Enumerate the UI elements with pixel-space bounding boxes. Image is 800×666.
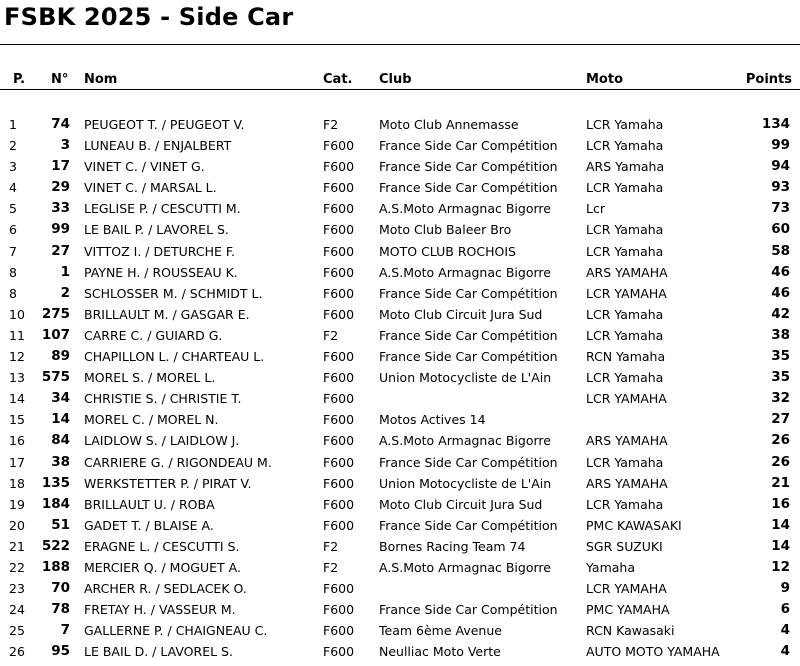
table-row (0, 304, 800, 325)
club-cell: Neulliac Moto Verte (379, 644, 501, 660)
table-row (0, 578, 800, 599)
category-cell: F600 (323, 581, 355, 597)
position-cell: 5 (9, 201, 17, 217)
name-cell: CARRE C. / GUIARD G. (84, 327, 223, 343)
category-cell: F600 (323, 412, 355, 428)
category-cell: F600 (323, 517, 355, 533)
position-cell: 26 (9, 644, 25, 660)
position-cell: 1 (9, 117, 17, 132)
position-cell: 13 (9, 370, 25, 386)
moto-cell: RCN Yamaha (586, 349, 666, 365)
category-cell: F600 (323, 201, 355, 217)
table-row (0, 452, 800, 473)
position-cell: 8 (9, 264, 17, 280)
points-cell: 26 (771, 453, 790, 470)
moto-cell: ARS YAMAHA (586, 433, 668, 449)
points-cell: 73 (771, 200, 790, 217)
table-row (0, 620, 800, 641)
number-cell: 17 (51, 158, 70, 175)
number-cell: 27 (51, 242, 70, 259)
club-cell: France Side Car Compétition (379, 180, 558, 196)
moto-cell: LCR Yamaha (586, 117, 664, 132)
header-number: N° (51, 72, 69, 87)
club-cell: Union Motocycliste de L'Ain (379, 475, 552, 491)
category-cell: F600 (323, 391, 355, 407)
title-divider (0, 44, 800, 45)
name-cell: SCHLOSSER M. / SCHMIDT L. (84, 285, 263, 301)
table-row (0, 536, 800, 557)
category-cell: F600 (323, 306, 355, 322)
name-cell: LE BAIL D. / LAVOREL S. (84, 644, 233, 660)
number-cell: 38 (51, 453, 70, 470)
position-cell: 12 (9, 349, 25, 365)
points-cell: 12 (771, 558, 790, 575)
number-cell: 14 (51, 411, 70, 428)
club-cell: France Side Car Compétition (379, 327, 558, 343)
moto-cell: RCN Kawasaki (586, 623, 675, 639)
number-cell: 34 (51, 390, 70, 407)
moto-cell: LCR Yamaha (586, 454, 664, 470)
name-cell: FRETAY H. / VASSEUR M. (84, 602, 236, 618)
name-cell: BRILLAULT M. / GASGAR E. (84, 306, 250, 322)
club-cell: Moto Club Circuit Jura Sud (379, 306, 543, 322)
name-cell: MERCIER Q. / MOGUET A. (84, 559, 241, 575)
table-row (0, 557, 800, 578)
number-cell: 78 (51, 601, 70, 618)
position-cell: 14 (9, 391, 25, 407)
points-cell: 26 (771, 432, 790, 449)
number-cell: 29 (51, 179, 70, 196)
position-cell: 2 (9, 138, 17, 154)
category-cell: F600 (323, 644, 355, 660)
table-row (0, 262, 800, 283)
moto-cell: LCR Yamaha (586, 222, 664, 238)
moto-cell: LCR Yamaha (586, 180, 664, 196)
table-row (0, 219, 800, 240)
position-cell: 6 (9, 222, 17, 238)
name-cell: MOREL C. / MOREL N. (84, 412, 219, 428)
category-cell: F600 (323, 285, 355, 301)
category-cell: F600 (323, 349, 355, 365)
number-cell: 1 (60, 263, 70, 280)
table-row (0, 198, 800, 219)
club-cell: France Side Car Compétition (379, 138, 558, 154)
number-cell: 2 (60, 284, 70, 301)
table-row (0, 409, 800, 430)
position-cell: 4 (9, 180, 17, 196)
points-cell: 46 (771, 284, 790, 301)
club-cell: France Side Car Compétition (379, 159, 558, 175)
points-cell: 46 (771, 263, 790, 280)
club-cell: A.S.Moto Armagnac Bigorre (379, 201, 551, 217)
name-cell: PEUGEOT T. / PEUGEOT V. (84, 117, 245, 132)
name-cell: WERKSTETTER P. / PIRAT V. (84, 475, 252, 491)
moto-cell: LCR Yamaha (586, 496, 664, 512)
position-cell: 24 (9, 602, 25, 618)
name-cell: GADET T. / BLAISE A. (84, 517, 214, 533)
number-cell: 522 (41, 537, 70, 554)
number-cell: 99 (51, 221, 70, 238)
table-row (0, 135, 800, 156)
moto-cell: Yamaha (586, 559, 635, 575)
header-points: Points (745, 72, 792, 87)
number-cell: 3 (60, 137, 70, 154)
moto-cell: LCR Yamaha (586, 138, 664, 154)
moto-cell: AUTO MOTO YAMAHA (586, 644, 720, 660)
club-cell (379, 578, 579, 599)
club-cell: France Side Car Compétition (379, 602, 558, 618)
header-club: Club (379, 72, 412, 87)
moto-cell: LCR Yamaha (586, 243, 664, 259)
points-cell: 58 (771, 242, 790, 259)
category-cell: F600 (323, 370, 355, 386)
club-cell: France Side Car Compétition (379, 285, 558, 301)
club-cell: Moto Club Annemasse (379, 117, 519, 132)
table-row (0, 177, 800, 198)
table-row (0, 641, 800, 662)
points-cell: 14 (771, 516, 790, 533)
points-cell: 4 (780, 643, 790, 660)
category-cell: F600 (323, 475, 355, 491)
position-cell: 25 (9, 623, 25, 639)
header-divider (0, 89, 800, 90)
moto-cell (586, 409, 736, 430)
number-cell: 107 (41, 326, 70, 343)
category-cell: F600 (323, 496, 355, 512)
moto-cell: ARS Yamaha (586, 159, 665, 175)
header-category: Cat. (323, 72, 353, 87)
category-cell: F600 (323, 222, 355, 238)
moto-cell: SGR SUZUKI (586, 538, 663, 554)
header-name: Nom (84, 72, 118, 87)
club-cell: Bornes Racing Team 74 (379, 538, 526, 554)
moto-cell: LCR YAMAHA (586, 285, 667, 301)
club-cell: France Side Car Compétition (379, 517, 558, 533)
position-cell: 18 (9, 475, 25, 491)
category-cell: F600 (323, 433, 355, 449)
name-cell: CHAPILLON L. / CHARTEAU L. (84, 349, 265, 365)
name-cell: GALLERNE P. / CHAIGNEAU C. (84, 623, 268, 639)
position-cell: 21 (9, 538, 25, 554)
moto-cell: LCR YAMAHA (586, 391, 667, 407)
number-cell: 184 (41, 495, 70, 512)
position-cell: 16 (9, 433, 25, 449)
table-row (0, 473, 800, 494)
position-cell: 17 (9, 454, 25, 470)
page-title: FSBK 2025 - Side Car (4, 3, 294, 31)
points-cell: 134 (761, 116, 790, 132)
moto-cell: LCR Yamaha (586, 306, 664, 322)
table-row (0, 367, 800, 388)
points-cell: 21 (771, 474, 790, 491)
standings-table (0, 114, 800, 662)
category-cell: F600 (323, 180, 355, 196)
club-cell: Moto Club Circuit Jura Sud (379, 496, 543, 512)
table-row (0, 494, 800, 515)
points-cell: 32 (771, 390, 790, 407)
header-moto: Moto (586, 72, 624, 87)
number-cell: 33 (51, 200, 70, 217)
name-cell: MOREL S. / MOREL L. (84, 370, 216, 386)
position-cell: 20 (9, 517, 25, 533)
club-cell: A.S.Moto Armagnac Bigorre (379, 559, 551, 575)
position-cell: 15 (9, 412, 25, 428)
club-cell: Moto Club Baleer Bro (379, 222, 512, 238)
number-cell: 89 (51, 348, 70, 365)
category-cell: F600 (323, 623, 355, 639)
moto-cell: PMC KAWASAKI (586, 517, 682, 533)
points-cell: 93 (771, 179, 790, 196)
moto-cell: LCR YAMAHA (586, 581, 667, 597)
number-cell: 188 (41, 558, 70, 575)
points-cell: 94 (771, 158, 790, 175)
club-cell (379, 388, 579, 409)
table-row (0, 515, 800, 536)
name-cell: VINET C. / MARSAL L. (84, 180, 217, 196)
position-cell: 22 (9, 559, 25, 575)
club-cell: Motos Actives 14 (379, 412, 486, 428)
position-cell: 10 (9, 306, 25, 322)
table-row (0, 599, 800, 620)
name-cell: LUNEAU B. / ENJALBERT (84, 138, 232, 154)
moto-cell: ARS YAMAHA (586, 264, 668, 280)
name-cell: LEGLISE P. / CESCUTTI M. (84, 201, 241, 217)
position-cell: 7 (9, 243, 17, 259)
points-cell: 35 (771, 348, 790, 365)
category-cell: F600 (323, 454, 355, 470)
name-cell: LE BAIL P. / LAVOREL S. (84, 222, 229, 238)
number-cell: 575 (41, 369, 70, 386)
name-cell: VITTOZ I. / DETURCHE F. (84, 243, 236, 259)
points-cell: 35 (771, 369, 790, 386)
category-cell: F600 (323, 138, 355, 154)
points-cell: 38 (771, 326, 790, 343)
name-cell: CARRIERE G. / RIGONDEAU M. (84, 454, 272, 470)
club-cell: A.S.Moto Armagnac Bigorre (379, 433, 551, 449)
points-cell: 4 (780, 622, 790, 639)
name-cell: ERAGNE L. / CESCUTTI S. (84, 538, 240, 554)
table-row (0, 388, 800, 409)
position-cell: 19 (9, 496, 25, 512)
moto-cell: LCR Yamaha (586, 327, 664, 343)
club-cell: France Side Car Compétition (379, 454, 558, 470)
position-cell: 23 (9, 581, 25, 597)
number-cell: 135 (41, 474, 70, 491)
category-cell: F600 (323, 602, 355, 618)
category-cell: F2 (323, 327, 339, 343)
category-cell: F600 (323, 264, 355, 280)
points-cell: 42 (771, 305, 790, 322)
table-row (0, 346, 800, 367)
name-cell: VINET C. / VINET G. (84, 159, 205, 175)
number-cell: 84 (51, 432, 70, 449)
moto-cell: LCR Yamaha (586, 370, 664, 386)
club-cell: A.S.Moto Armagnac Bigorre (379, 264, 551, 280)
table-row (0, 156, 800, 177)
name-cell: ARCHER R. / SEDLACEK O. (84, 581, 247, 597)
number-cell: 70 (51, 580, 70, 597)
position-cell: 3 (9, 159, 17, 175)
name-cell: BRILLAULT U. / ROBA (84, 496, 215, 512)
name-cell: CHRISTIE S. / CHRISTIE T. (84, 391, 242, 407)
moto-cell: Lcr (586, 201, 605, 217)
number-cell: 74 (51, 116, 70, 132)
category-cell: F600 (323, 243, 355, 259)
points-cell: 9 (780, 580, 790, 597)
category-cell: F2 (323, 559, 339, 575)
table-row (0, 283, 800, 304)
header-position: P. (13, 72, 26, 87)
name-cell: LAIDLOW S. / LAIDLOW J. (84, 433, 240, 449)
number-cell: 275 (41, 305, 70, 322)
number-cell: 51 (51, 516, 70, 533)
points-cell: 99 (771, 137, 790, 154)
table-row (0, 430, 800, 451)
name-cell: PAYNE H. / ROUSSEAU K. (84, 264, 238, 280)
position-cell: 11 (9, 327, 25, 343)
category-cell: F2 (323, 538, 339, 554)
points-cell: 60 (771, 221, 790, 238)
points-cell: 16 (771, 495, 790, 512)
table-row (0, 325, 800, 346)
number-cell: 7 (60, 622, 70, 639)
moto-cell: PMC YAMAHA (586, 602, 670, 618)
category-cell: F600 (323, 159, 355, 175)
club-cell: France Side Car Compétition (379, 349, 558, 365)
table-row (0, 241, 800, 262)
table-row (0, 114, 800, 135)
moto-cell: ARS YAMAHA (586, 475, 668, 491)
category-cell: F2 (323, 117, 339, 132)
points-cell: 14 (771, 537, 790, 554)
number-cell: 95 (51, 643, 70, 660)
position-cell: 8 (9, 285, 17, 301)
club-cell: Union Motocycliste de L'Ain (379, 370, 552, 386)
points-cell: 6 (780, 601, 790, 618)
club-cell: Team 6ème Avenue (379, 623, 502, 639)
club-cell: MOTO CLUB ROCHOIS (379, 243, 516, 259)
points-cell: 27 (771, 411, 790, 428)
